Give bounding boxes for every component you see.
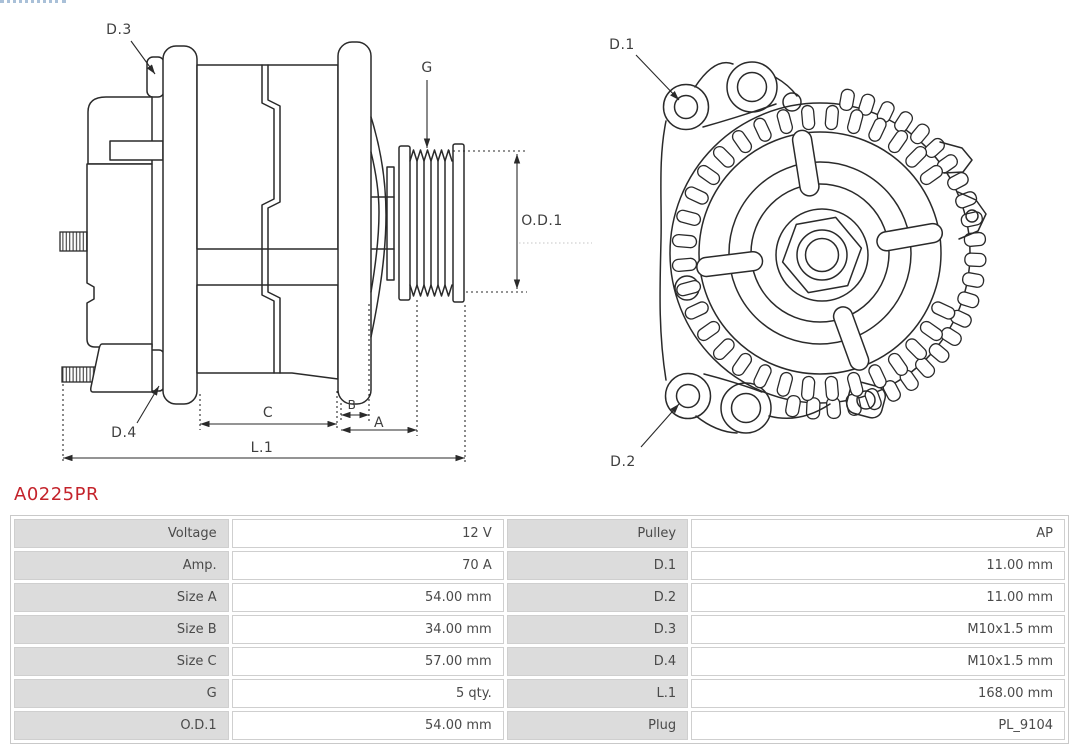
spec-label: Size A	[14, 583, 229, 612]
spec-row-voltage-pulley	[14, 519, 1065, 548]
bracket-bottom-web	[696, 416, 737, 433]
spec-value: 12 V	[232, 519, 504, 548]
spec-value: PL_9104	[691, 711, 1065, 740]
dim-label-c: C	[262, 405, 274, 421]
spec-value: 11.00 mm	[691, 551, 1065, 580]
spec-value: 168.00 mm	[691, 679, 1065, 708]
spec-label: G	[14, 679, 229, 708]
spec-value: 11.00 mm	[691, 583, 1065, 612]
top-lug-hole	[738, 73, 767, 102]
pulley-grooves-bottom	[410, 285, 452, 296]
label-od1: O.D.1	[521, 213, 563, 229]
pulley-flange-left	[399, 146, 410, 300]
leader-d1	[636, 55, 679, 100]
shaft	[387, 167, 394, 280]
label-d1: D.1	[609, 37, 635, 53]
spec-label: Size C	[14, 647, 229, 676]
spec-value: M10x1.5 mm	[691, 647, 1065, 676]
pulley-grooves-top	[410, 150, 452, 161]
plug-cover	[91, 344, 152, 392]
spec-row-od1-plug	[14, 711, 1065, 740]
spec-row-amp-d1	[14, 551, 1065, 580]
spec-value: 70 A	[232, 551, 504, 580]
spec-value: 54.00 mm	[232, 711, 504, 740]
front-nose-inner-arc	[371, 152, 379, 292]
front-bracket	[338, 42, 371, 404]
leader-d2	[641, 404, 679, 447]
spec-label: Plug	[507, 711, 688, 740]
spec-value: M10x1.5 mm	[691, 615, 1065, 644]
spec-label: L.1	[507, 679, 688, 708]
dim-label-b: B	[347, 398, 357, 412]
spec-label: D.1	[507, 551, 688, 580]
spec-value: 34.00 mm	[232, 615, 504, 644]
stator-lower-block	[197, 285, 338, 379]
rear-cover-body	[87, 164, 152, 347]
spec-row-sizec-d4	[14, 647, 1065, 676]
spec-label: Size B	[14, 615, 229, 644]
spec-value: AP	[691, 519, 1065, 548]
bottom-lug-outer	[721, 383, 771, 433]
spec-label: D.2	[507, 583, 688, 612]
terminal-stud-upper	[60, 232, 87, 251]
spec-value: 54.00 mm	[232, 583, 504, 612]
spec-value: 57.00 mm	[232, 647, 504, 676]
pulley-ribs	[417, 161, 445, 285]
rear-cover-fin	[110, 141, 163, 160]
label-d2: D.2	[610, 454, 636, 470]
bracket-bottom-inner-web	[704, 374, 762, 392]
spec-label: O.D.1	[14, 711, 229, 740]
dim-label-l1: L.1	[250, 440, 274, 456]
shaft-nut-hex	[783, 217, 862, 292]
label-g: G	[421, 60, 433, 76]
spec-label: D.4	[507, 647, 688, 676]
spec-table	[10, 515, 1069, 744]
terminal-stud-lower	[62, 367, 97, 382]
top-lug-outer	[727, 62, 777, 112]
top-rim-hole	[783, 93, 801, 111]
spec-label: Pulley	[507, 519, 688, 548]
spec-row-sizea-d2	[14, 583, 1065, 612]
side-view-drawing	[60, 22, 592, 463]
label-d3: D.3	[106, 22, 132, 38]
spec-row-g-l1	[14, 679, 1065, 708]
spec-value: 5 qty.	[232, 679, 504, 708]
rear-view-drawing	[609, 37, 986, 470]
spec-row-sizeb-d3	[14, 615, 1065, 644]
rear-bracket-band	[163, 46, 197, 404]
bottom-lug-hole	[732, 394, 761, 423]
dim-label-a: A	[373, 415, 385, 431]
spec-label: Voltage	[14, 519, 229, 548]
spec-label: D.3	[507, 615, 688, 644]
d2-hole	[677, 385, 700, 408]
pulley-flange-right	[453, 144, 464, 302]
bracket-left-edge	[660, 121, 666, 380]
label-d4: D.4	[111, 425, 137, 441]
d3-mount-ear	[147, 57, 164, 97]
spec-label: Amp.	[14, 551, 229, 580]
product-code: A0225PR	[14, 484, 99, 505]
